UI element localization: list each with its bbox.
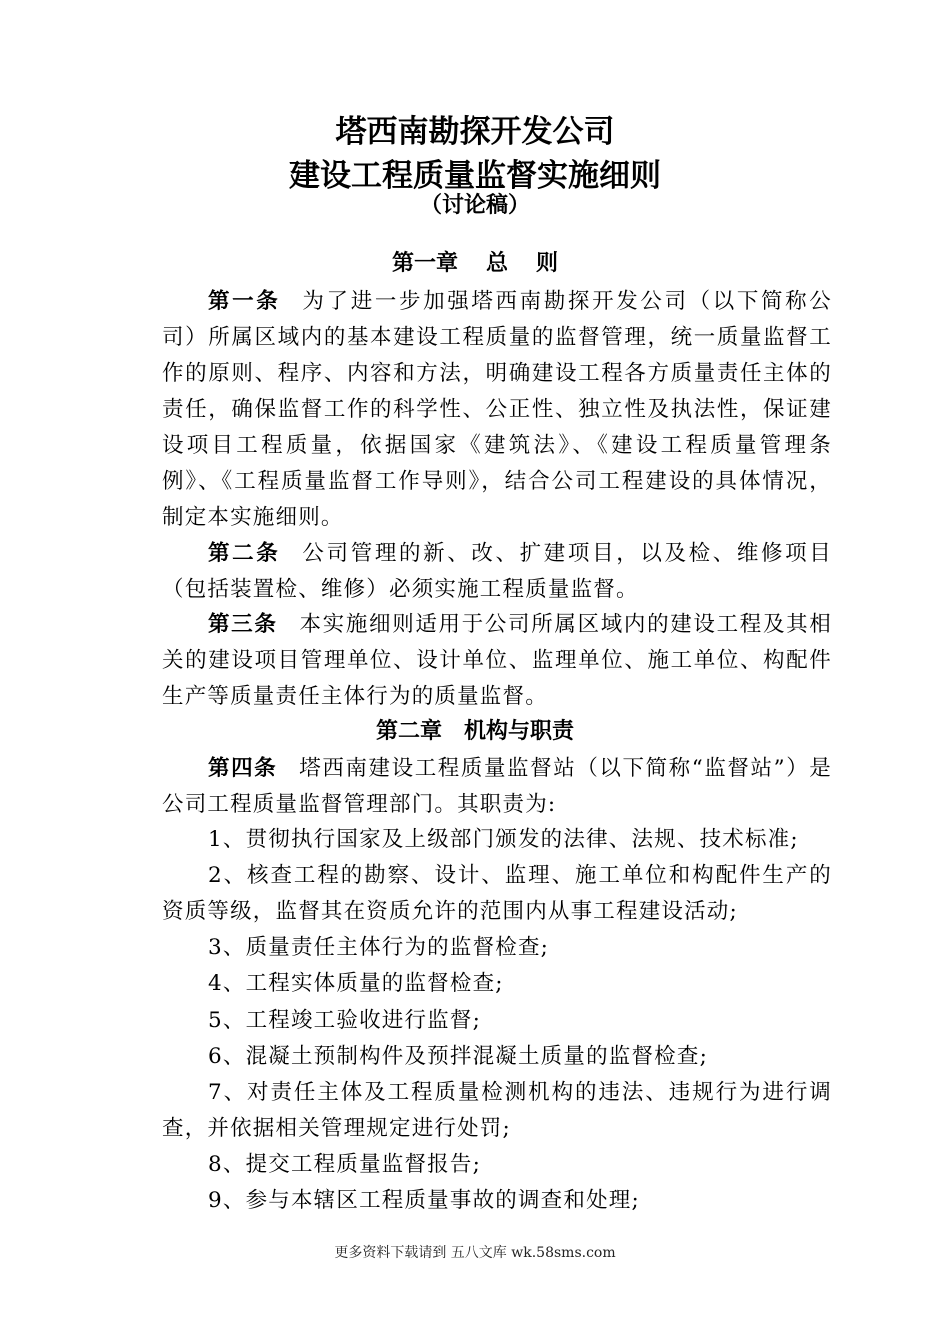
- document-title-main: 建设工程质量监督实施细则: [289, 158, 661, 194]
- duty-item: 4、工程实体质量的监督检查;: [208, 971, 504, 996]
- duty-item: 9、参与本辖区工程质量事故的调查和处理;: [208, 1188, 640, 1213]
- article-text: 本实施细则适用于公司所属区域内的建设工程及其相关的建设项目管理单位、设计单位、监理单位、施工单位、构配件生产等质量责任主体行为的质量监督。: [162, 612, 832, 709]
- article-text: 塔西南建设工程质量监督站（以下简称“监督站”）是公司工程质量监督管理部门。其职责为:: [162, 756, 832, 817]
- duty-item: 1、贯彻执行国家及上级部门颁发的法律、法规、技术标准;: [208, 827, 799, 852]
- chapter-title-part: 则: [536, 250, 559, 276]
- article-label: 第四条: [208, 756, 278, 781]
- document-title-draft-note: （讨论稿）: [419, 192, 530, 218]
- article-label: 第一条: [208, 289, 281, 314]
- chapter-title-part: 总: [485, 250, 508, 276]
- article-4: [162, 751, 832, 823]
- chapter-heading-1: [0, 248, 950, 278]
- chapter-heading-2: [0, 716, 950, 746]
- duty-item: 5、工程竣工验收进行监督;: [208, 1008, 482, 1033]
- article-3: [162, 607, 832, 715]
- article-text: 公司管理的新、改、扩建项目，以及检、维修项目（包括装置检、维修）必须实施工程质量监督。: [162, 541, 832, 602]
- duty-item: 2、核查工程的勘察、设计、监理、施工单位和构配件生产的资质等级，监督其在资质允许的范围内从事工程建设活动;: [162, 863, 832, 924]
- duty-item: 6、混凝土预制构件及预拌混凝土质量的监督检查;: [208, 1044, 709, 1069]
- chapter-number: 第二章: [375, 718, 442, 744]
- document-title-company: 塔西南勘探开发公司: [335, 114, 615, 150]
- duty-item: 8、提交工程质量监督报告;: [208, 1152, 482, 1177]
- duty-item: 3、质量责任主体行为的监督检查;: [208, 935, 550, 960]
- article-label: 第三条: [208, 612, 278, 637]
- chapter-number: 第一章: [391, 250, 458, 276]
- footer-watermark-link[interactable]: 更多资料下载请到 五八文库 wk.58sms.com: [334, 1245, 616, 1261]
- article-text: 为了进一步加强塔西南勘探开发公司（以下简称公司）所属区域内的基本建设工程质量的监督管理，统一质量监督工作的原则、程序、内容和方法，明确建设工程各方质量责任主体的责任，确保监督工作的科学性、公正性、独立性及执法性，保证建设项目工程质量，依据国家《建筑法》、《建设工程质量管理条例》、《工程质量监督工作导则》，结合公司工程建设的具体情况，制定本实施细则。: [162, 289, 832, 530]
- article-2: [162, 536, 832, 608]
- chapter-title-part: 机构与职责: [464, 718, 575, 744]
- duty-item: 7、对责任主体及工程质量检测机构的违法、违规行为进行调查，并依据相关管理规定进行处罚;: [162, 1080, 832, 1141]
- article-label: 第二条: [208, 541, 281, 566]
- article-1: [162, 284, 832, 536]
